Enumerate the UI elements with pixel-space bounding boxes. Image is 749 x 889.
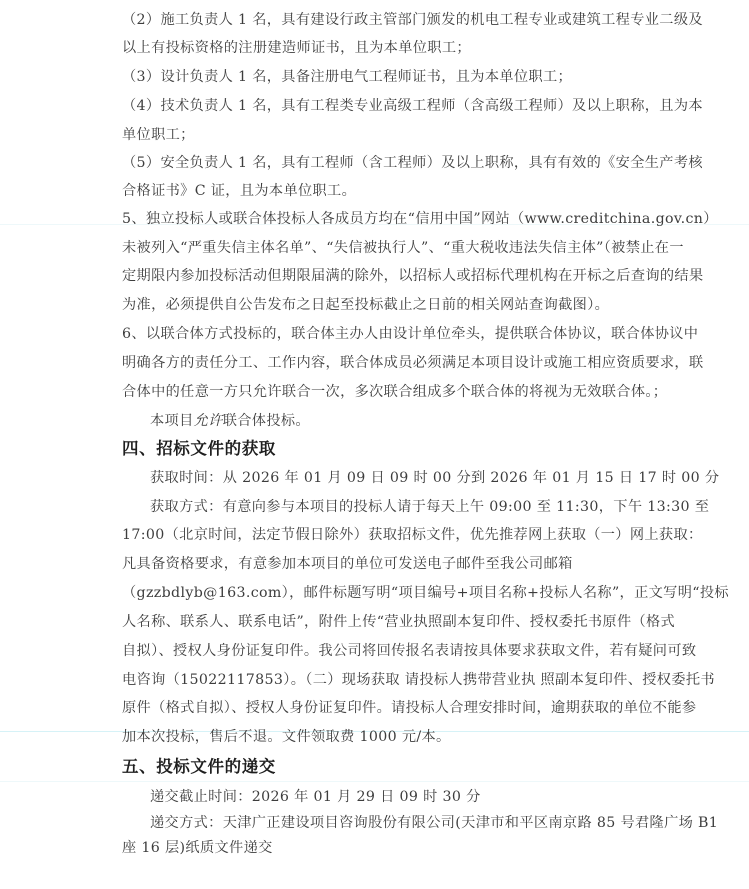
clause-5-line-4: 为准，必须提供自公告发布之日起至投标截止之日前的相关网站查询截图）。 [122,297,610,313]
acquisition-method-line-1: 获取方式：有意向参与本项目的投标人请于每天上午 09:00 至 11:30，下午 13:30 至 [150,499,710,515]
scan-artifact-line [0,781,749,782]
clause-5-line-1: 5、独立投标人或联合体投标人各成员方均在“信用中国”网站（www.creditchina.gov.cn） [122,211,718,227]
acquisition-method-line-6: 自拟）、授权人身份证复印件。我公司将回传报名表请按具体要求获取文件，若有疑问可致 [122,643,697,659]
consortium-value: 允许 [193,413,223,429]
item-4-line-1: （4）技术负责人 1 名，具有工程类专业高级工程师（含高级工程师）及以上职称，且为本 [122,98,703,114]
submission-deadline: 递交截止时间：2026 年 01 月 29 日 09 时 30 分 [150,789,481,805]
acquisition-method-line-8: 原件（格式自拟）、授权人身份证复印件。请投标人合理安排时间，逾期获取的单位不能参 [122,700,697,716]
item-5-line-1: （5）安全负责人 1 名，具有工程师（含工程师）及以上职称，具有有效的《安全生产考核 [122,155,703,171]
acquisition-method-line-9: 加本次投标，售后不退。文件领取费 1000 元/本。 [122,729,451,745]
acquisition-method-line-3: 凡具备资格要求，有意参加本项目的单位可发送电子邮件至我公司邮箱 [122,556,573,572]
acquisition-time: 获取时间：从 2026 年 01 月 09 日 09 时 00 分到 2026 年 01 月 15 日 17 时 00 分 [150,470,720,486]
clause-6-line-1: 6、以联合体方式投标的，联合体主办人由设计单位牵头，提供联合体协议，联合体协议中 [122,326,699,342]
acquisition-method-line-4: （gzzbdlyb@163.com），邮件标题写明“项目编号+项目名称+投标人名称”，正文写明“投标 [122,585,729,601]
clause-6-line-3: 合体中的任意一方只允许联合一次，多次联合组成多个联合体的将视为无效联合体。； [122,384,668,400]
clause-6-line-2: 明确各方的责任分工、工作内容，联合体成员必须满足本项目设计或施工相应资质要求，联 [122,355,704,371]
acquisition-method-line-7: 电咨询（15022117853）。（二）现场获取 请投标人携带营业执 照副本复印件、授权委托书 [122,672,715,688]
acquisition-method-line-2: 17:00（北京时间，法定节假日除外）获取招标文件，优先推荐网上获取（一）网上获取： [122,527,703,543]
item-3-line-1: （3）设计负责人 1 名，具备注册电气工程师证书，且为本单位职工； [122,69,573,85]
item-2-line-1: （2）施工负责人 1 名，具有建设行政主管部门颁发的机电工程专业或建筑工程专业二级及 [122,12,703,28]
submission-method-line-1: 递交方式：天津广正建设项目咨询股份有限公司(天津市和平区南京路 85 号君隆广场 B1 [150,815,719,831]
section-4-heading: 四、招标文件的获取 [122,439,276,458]
item-5-line-2: 合格证书》C 证，且为本单位职工。 [122,183,357,199]
item-4-line-2: 单位职工； [122,127,195,143]
consortium-statement [150,411,310,431]
item-2-line-2: 以上有投标资格的注册建造师证书，且为本单位职工； [122,40,471,56]
acquisition-method-line-5: 人名称、联系人、联系电话”，附件上传“营业执照副本复印件、授权委托书原件（格式 [122,614,676,630]
submission-method-line-2: 座 16 层)纸质文件递交 [122,840,273,856]
clause-5-line-2: 未被列入“严重失信主体名单”、“失信被执行人”、“重大税收违法失信主体”（被禁止在一 [122,240,684,256]
clause-5-line-3: 定期限内参加投标活动但期限届满的除外，以招标人或招标代理机构在开标之后查询的结果 [122,268,704,284]
consortium-suffix: 联合体投标。 [222,413,310,429]
consortium-prefix: 本项目 [150,413,194,429]
section-5-heading: 五、投标文件的递交 [122,757,276,776]
